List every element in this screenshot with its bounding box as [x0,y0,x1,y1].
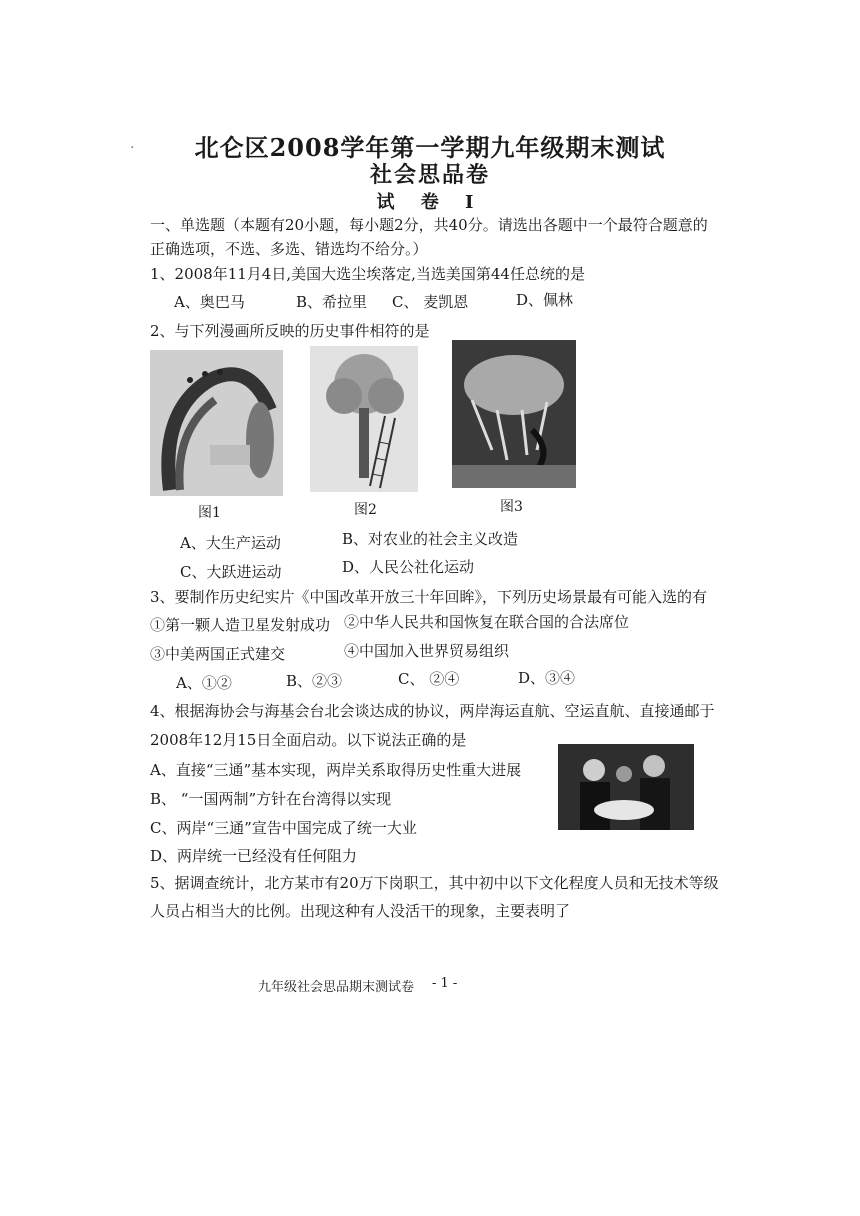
q4-stem-line2: 2008年12月15日全面启动。以下说法正确的是 [150,731,467,749]
q3-item-4: ④中国加入世界贸易组织 [344,642,510,660]
scan-mark: · [130,140,135,156]
q4-stem-line1: 4、根据海协会与海基会台北会谈达成的协议，两岸海运直航、空运直航、直接通邮于 [150,702,715,720]
q3-item-1: ①第一颗人造卫星发射成功 [150,616,331,634]
q2-stem: 2、与下列漫画所反映的历史事件相符的是 [150,322,430,340]
q2-option-b: B、对农业的社会主义改造 [342,530,519,548]
part1-instruction-line1: 一、单选题（本题有20小题，每小题2分，共40分。请选出各题中一个最符合题意的 [150,216,708,234]
cartoon-figure-2 [310,346,418,492]
figure-1-caption: 图1 [198,505,221,521]
q1-option-d: D、佩林 [516,291,574,309]
q2-option-d: D、人民公社化运动 [342,558,475,576]
q4-option-a: A、直接“三通”基本实现，两岸关系取得历史性重大进展 [150,761,522,779]
figure-2-caption: 图2 [354,502,377,518]
figure-3-caption: 图3 [500,499,523,515]
q1-stem: 1、2008年11月4日,美国大选尘埃落定,当选美国第44任总统的是 [150,265,585,283]
part1-instruction-line2: 正确选项，不选、多选、错选均不给分。） [150,240,428,258]
q1-option-b: B、希拉里 [296,293,368,311]
q4-option-b: B、 “一国两制”方针在台湾得以实现 [150,790,392,808]
q3-option-a: A、①② [176,674,232,692]
exam-subtitle: 社会思品卷 [369,162,490,188]
q3-option-c: C、 ②④ [398,670,460,688]
q2-option-c: C、大跃进运动 [180,563,282,581]
q3-item-3: ③中美两国正式建交 [150,645,286,663]
q5-stem-line2: 人员占相当大的比例。出现这种有人没活干的现象，主要表明了 [150,902,571,920]
q3-item-2: ②中华人民共和国恢复在联合国的合法席位 [344,613,630,631]
footer-title: 九年级社会思品期末测试卷 [258,980,415,995]
q3-option-d: D、③④ [518,669,576,687]
page-number: - 1 - [432,976,458,991]
section-heading: 试 卷 Ⅰ [376,192,484,213]
q3-option-b: B、②③ [286,672,343,690]
cartoon-figure-3 [452,340,576,488]
q4-option-d: D、两岸统一已经没有任何阻力 [150,847,358,865]
q2-option-a: A、大生产运动 [180,534,281,552]
q5-stem-line1: 5、据调查统计，北方某市有20万下岗职工，其中初中以下文化程度人员和无技术等级 [150,874,719,892]
q1-option-c: C、 麦凯恩 [392,293,469,311]
q4-option-c: C、两岸“三通”宣告中国完成了统一大业 [150,819,417,837]
q1-option-a: A、奥巴马 [174,293,245,311]
q4-photo [558,744,694,830]
exam-title: 北仑区2008学年第一学期九年级期末测试 [194,133,666,162]
q3-stem: 3、要制作历史纪实片《中国改革开放三十年回眸》，下列历史场景最有可能入选的有 [150,588,708,606]
cartoon-figure-1 [150,350,283,496]
